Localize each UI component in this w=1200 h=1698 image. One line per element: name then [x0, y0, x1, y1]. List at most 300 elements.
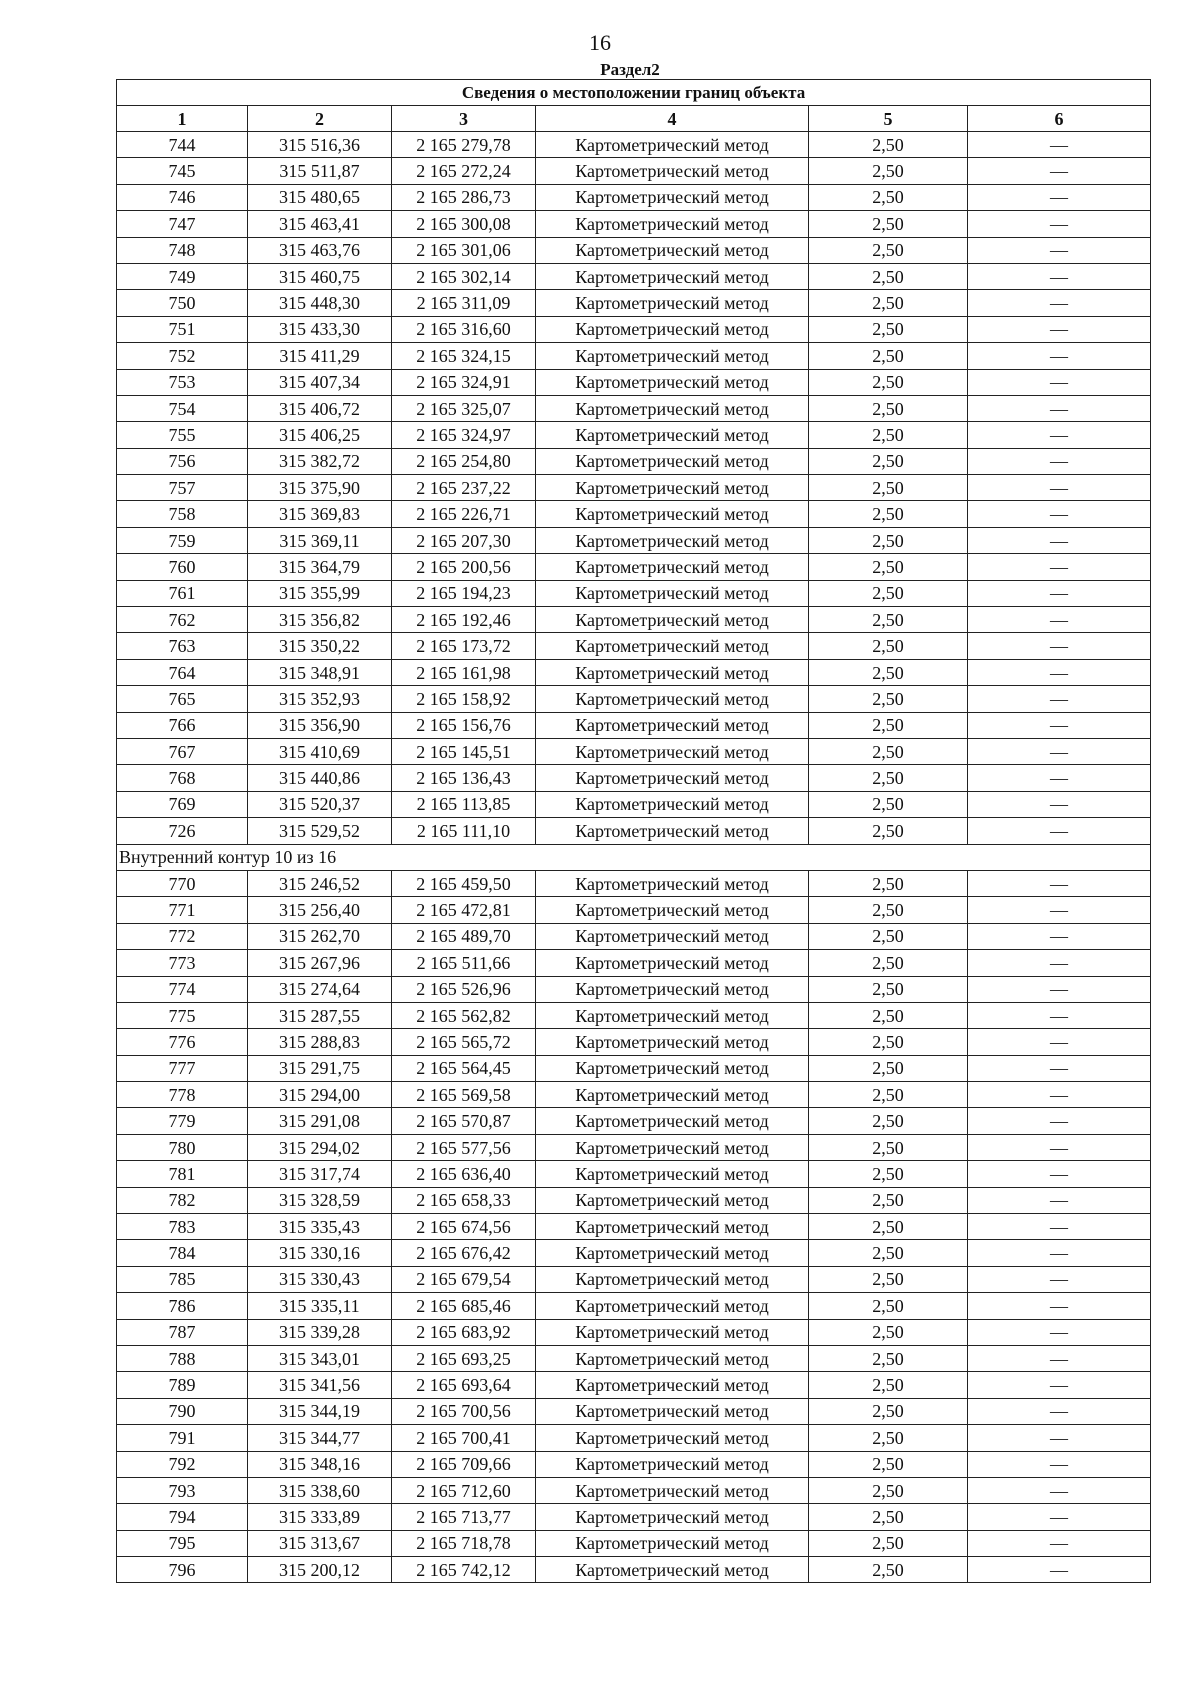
contour-row [117, 844, 1151, 870]
description-cell: — [968, 1319, 1151, 1345]
y-coordinate-cell: 2 165 577,56 [392, 1134, 536, 1160]
method-cell: Картометрический метод [536, 659, 809, 685]
contour-label: Внутренний контур 10 из 16 [117, 844, 1151, 870]
method-cell: Картометрический метод [536, 158, 809, 184]
accuracy-cell: 2,50 [809, 343, 968, 369]
table-row [117, 1319, 1151, 1345]
description-cell: — [968, 1161, 1151, 1187]
table-title-row [117, 80, 1151, 106]
description-cell: — [968, 1477, 1151, 1503]
column-header: 4 [536, 106, 809, 132]
y-coordinate-cell: 2 165 679,54 [392, 1266, 536, 1292]
y-coordinate-cell: 2 165 300,08 [392, 211, 536, 237]
x-coordinate-cell: 315 369,83 [248, 501, 392, 527]
y-coordinate-cell: 2 165 562,82 [392, 1002, 536, 1028]
point-number-cell: 749 [117, 263, 248, 289]
y-coordinate-cell: 2 165 526,96 [392, 976, 536, 1002]
y-coordinate-cell: 2 165 570,87 [392, 1108, 536, 1134]
point-number-cell: 747 [117, 211, 248, 237]
method-cell: Картометрический метод [536, 316, 809, 342]
table-row [117, 1187, 1151, 1213]
point-number-cell: 748 [117, 237, 248, 263]
x-coordinate-cell: 315 344,77 [248, 1425, 392, 1451]
description-cell: — [968, 1451, 1151, 1477]
accuracy-cell: 2,50 [809, 554, 968, 580]
point-number-cell: 726 [117, 818, 248, 844]
table-row [117, 1134, 1151, 1160]
accuracy-cell: 2,50 [809, 527, 968, 553]
table-row [117, 1398, 1151, 1424]
point-number-cell: 785 [117, 1266, 248, 1292]
table-row [117, 237, 1151, 263]
x-coordinate-cell: 315 200,12 [248, 1557, 392, 1583]
x-coordinate-cell: 315 382,72 [248, 448, 392, 474]
point-number-cell: 775 [117, 1002, 248, 1028]
point-number-cell: 776 [117, 1029, 248, 1055]
point-number-cell: 752 [117, 343, 248, 369]
y-coordinate-cell: 2 165 113,85 [392, 791, 536, 817]
accuracy-cell: 2,50 [809, 897, 968, 923]
description-cell: — [968, 765, 1151, 791]
accuracy-cell: 2,50 [809, 158, 968, 184]
y-coordinate-cell: 2 165 718,78 [392, 1530, 536, 1556]
description-cell: — [968, 158, 1151, 184]
x-coordinate-cell: 315 369,11 [248, 527, 392, 553]
x-coordinate-cell: 315 520,37 [248, 791, 392, 817]
accuracy-cell: 2,50 [809, 950, 968, 976]
method-cell: Картометрический метод [536, 1345, 809, 1371]
description-cell: — [968, 343, 1151, 369]
y-coordinate-cell: 2 165 324,91 [392, 369, 536, 395]
description-cell: — [968, 1504, 1151, 1530]
y-coordinate-cell: 2 165 161,98 [392, 659, 536, 685]
method-cell: Картометрический метод [536, 448, 809, 474]
y-coordinate-cell: 2 165 325,07 [392, 395, 536, 421]
description-cell: — [968, 897, 1151, 923]
accuracy-cell: 2,50 [809, 237, 968, 263]
y-coordinate-cell: 2 165 324,97 [392, 422, 536, 448]
table-row [117, 184, 1151, 210]
method-cell: Картометрический метод [536, 501, 809, 527]
method-cell: Картометрический метод [536, 818, 809, 844]
description-cell: — [968, 1082, 1151, 1108]
point-number-cell: 784 [117, 1240, 248, 1266]
point-number-cell: 787 [117, 1319, 248, 1345]
table-row [117, 765, 1151, 791]
table-row [117, 1425, 1151, 1451]
x-coordinate-cell: 315 333,89 [248, 1504, 392, 1530]
x-coordinate-cell: 315 262,70 [248, 923, 392, 949]
table-row [117, 712, 1151, 738]
description-cell: — [968, 501, 1151, 527]
point-number-cell: 770 [117, 870, 248, 896]
x-coordinate-cell: 315 440,86 [248, 765, 392, 791]
point-number-cell: 773 [117, 950, 248, 976]
y-coordinate-cell: 2 165 742,12 [392, 1557, 536, 1583]
x-coordinate-cell: 315 348,91 [248, 659, 392, 685]
point-number-cell: 754 [117, 395, 248, 421]
description-cell: — [968, 976, 1151, 1002]
y-coordinate-cell: 2 165 302,14 [392, 263, 536, 289]
point-number-cell: 765 [117, 686, 248, 712]
table-row [117, 527, 1151, 553]
x-coordinate-cell: 315 317,74 [248, 1161, 392, 1187]
table-row [117, 1055, 1151, 1081]
y-coordinate-cell: 2 165 693,64 [392, 1372, 536, 1398]
method-cell: Картометрический метод [536, 237, 809, 263]
description-cell: — [968, 1398, 1151, 1424]
accuracy-cell: 2,50 [809, 765, 968, 791]
y-coordinate-cell: 2 165 192,46 [392, 607, 536, 633]
accuracy-cell: 2,50 [809, 1530, 968, 1556]
y-coordinate-cell: 2 165 700,41 [392, 1425, 536, 1451]
accuracy-cell: 2,50 [809, 1161, 968, 1187]
table-body [117, 132, 1151, 1583]
x-coordinate-cell: 315 294,00 [248, 1082, 392, 1108]
page-number: 16 [589, 30, 611, 55]
section-title: Раздел2 [600, 60, 660, 79]
accuracy-cell: 2,50 [809, 369, 968, 395]
description-cell: — [968, 870, 1151, 896]
method-cell: Картометрический метод [536, 1398, 809, 1424]
point-number-cell: 767 [117, 738, 248, 764]
x-coordinate-cell: 315 433,30 [248, 316, 392, 342]
method-cell: Картометрический метод [536, 580, 809, 606]
y-coordinate-cell: 2 165 145,51 [392, 738, 536, 764]
x-coordinate-cell: 315 406,25 [248, 422, 392, 448]
table-row [117, 738, 1151, 764]
table-row [117, 1029, 1151, 1055]
method-cell: Картометрический метод [536, 1266, 809, 1292]
method-cell: Картометрический метод [536, 1002, 809, 1028]
method-cell: Картометрический метод [536, 1134, 809, 1160]
description-cell: — [968, 1055, 1151, 1081]
point-number-cell: 781 [117, 1161, 248, 1187]
point-number-cell: 758 [117, 501, 248, 527]
method-cell: Картометрический метод [536, 950, 809, 976]
method-cell: Картометрический метод [536, 686, 809, 712]
table-row [117, 316, 1151, 342]
y-coordinate-cell: 2 165 674,56 [392, 1214, 536, 1240]
accuracy-cell: 2,50 [809, 395, 968, 421]
y-coordinate-cell: 2 165 693,25 [392, 1345, 536, 1371]
y-coordinate-cell: 2 165 272,24 [392, 158, 536, 184]
x-coordinate-cell: 315 511,87 [248, 158, 392, 184]
point-number-cell: 762 [117, 607, 248, 633]
method-cell: Картометрический метод [536, 897, 809, 923]
table-row [117, 369, 1151, 395]
y-coordinate-cell: 2 165 286,73 [392, 184, 536, 210]
description-cell: — [968, 1134, 1151, 1160]
table-row [117, 1530, 1151, 1556]
table-title: Сведения о местоположении границ объекта [117, 80, 1151, 106]
description-cell: — [968, 950, 1151, 976]
point-number-cell: 771 [117, 897, 248, 923]
description-cell: — [968, 448, 1151, 474]
method-cell: Картометрический метод [536, 1055, 809, 1081]
method-cell: Картометрический метод [536, 1425, 809, 1451]
x-coordinate-cell: 315 339,28 [248, 1319, 392, 1345]
table-row [117, 607, 1151, 633]
description-cell: — [968, 395, 1151, 421]
x-coordinate-cell: 315 343,01 [248, 1345, 392, 1371]
x-coordinate-cell: 315 350,22 [248, 633, 392, 659]
table-row [117, 501, 1151, 527]
table-row [117, 290, 1151, 316]
description-cell: — [968, 1029, 1151, 1055]
table-row [117, 395, 1151, 421]
column-header-row [117, 106, 1151, 132]
accuracy-cell: 2,50 [809, 607, 968, 633]
description-cell: — [968, 1266, 1151, 1292]
accuracy-cell: 2,50 [809, 1029, 968, 1055]
x-coordinate-cell: 315 287,55 [248, 1002, 392, 1028]
accuracy-cell: 2,50 [809, 1504, 968, 1530]
description-cell: — [968, 475, 1151, 501]
y-coordinate-cell: 2 165 173,72 [392, 633, 536, 659]
point-number-cell: 757 [117, 475, 248, 501]
method-cell: Картометрический метод [536, 1082, 809, 1108]
point-number-cell: 786 [117, 1293, 248, 1319]
description-cell: — [968, 738, 1151, 764]
table-row [117, 976, 1151, 1002]
x-coordinate-cell: 315 348,16 [248, 1451, 392, 1477]
accuracy-cell: 2,50 [809, 1134, 968, 1160]
method-cell: Картометрический метод [536, 554, 809, 580]
accuracy-cell: 2,50 [809, 1319, 968, 1345]
point-number-cell: 759 [117, 527, 248, 553]
x-coordinate-cell: 315 355,99 [248, 580, 392, 606]
y-coordinate-cell: 2 165 301,06 [392, 237, 536, 263]
accuracy-cell: 2,50 [809, 923, 968, 949]
table-row [117, 1214, 1151, 1240]
x-coordinate-cell: 315 375,90 [248, 475, 392, 501]
x-coordinate-cell: 315 246,52 [248, 870, 392, 896]
method-cell: Картометрический метод [536, 369, 809, 395]
point-number-cell: 763 [117, 633, 248, 659]
x-coordinate-cell: 315 330,43 [248, 1266, 392, 1292]
accuracy-cell: 2,50 [809, 1055, 968, 1081]
method-cell: Картометрический метод [536, 395, 809, 421]
x-coordinate-cell: 315 256,40 [248, 897, 392, 923]
method-cell: Картометрический метод [536, 765, 809, 791]
description-cell: — [968, 1530, 1151, 1556]
x-coordinate-cell: 315 330,16 [248, 1240, 392, 1266]
y-coordinate-cell: 2 165 194,23 [392, 580, 536, 606]
column-header: 2 [248, 106, 392, 132]
description-cell: — [968, 290, 1151, 316]
method-cell: Картометрический метод [536, 184, 809, 210]
y-coordinate-cell: 2 165 226,71 [392, 501, 536, 527]
point-number-cell: 780 [117, 1134, 248, 1160]
description-cell: — [968, 422, 1151, 448]
method-cell: Картометрический метод [536, 870, 809, 896]
description-cell: — [968, 633, 1151, 659]
y-coordinate-cell: 2 165 200,56 [392, 554, 536, 580]
description-cell: — [968, 369, 1151, 395]
accuracy-cell: 2,50 [809, 263, 968, 289]
method-cell: Картометрический метод [536, 475, 809, 501]
point-number-cell: 790 [117, 1398, 248, 1424]
point-number-cell: 783 [117, 1214, 248, 1240]
description-cell: — [968, 1108, 1151, 1134]
table-row [117, 1477, 1151, 1503]
y-coordinate-cell: 2 165 700,56 [392, 1398, 536, 1424]
accuracy-cell: 2,50 [809, 1108, 968, 1134]
description-cell: — [968, 1293, 1151, 1319]
table-row [117, 158, 1151, 184]
description-cell: — [968, 1557, 1151, 1583]
point-number-cell: 766 [117, 712, 248, 738]
accuracy-cell: 2,50 [809, 791, 968, 817]
description-cell: — [968, 580, 1151, 606]
x-coordinate-cell: 315 267,96 [248, 950, 392, 976]
description-cell: — [968, 554, 1151, 580]
point-number-cell: 795 [117, 1530, 248, 1556]
table-row [117, 1161, 1151, 1187]
accuracy-cell: 2,50 [809, 633, 968, 659]
x-coordinate-cell: 315 335,43 [248, 1214, 392, 1240]
accuracy-cell: 2,50 [809, 1266, 968, 1292]
accuracy-cell: 2,50 [809, 211, 968, 237]
method-cell: Картометрический метод [536, 527, 809, 553]
point-number-cell: 789 [117, 1372, 248, 1398]
method-cell: Картометрический метод [536, 132, 809, 158]
x-coordinate-cell: 315 463,41 [248, 211, 392, 237]
point-number-cell: 788 [117, 1345, 248, 1371]
x-coordinate-cell: 315 406,72 [248, 395, 392, 421]
method-cell: Картометрический метод [536, 1451, 809, 1477]
accuracy-cell: 2,50 [809, 184, 968, 210]
y-coordinate-cell: 2 165 685,46 [392, 1293, 536, 1319]
table-row [117, 791, 1151, 817]
table-row [117, 1240, 1151, 1266]
description-cell: — [968, 1214, 1151, 1240]
x-coordinate-cell: 315 352,93 [248, 686, 392, 712]
table-row [117, 343, 1151, 369]
method-cell: Картометрический метод [536, 1161, 809, 1187]
x-coordinate-cell: 315 407,34 [248, 369, 392, 395]
point-number-cell: 755 [117, 422, 248, 448]
table-row [117, 1345, 1151, 1371]
description-cell: — [968, 712, 1151, 738]
description-cell: — [968, 686, 1151, 712]
x-coordinate-cell: 315 341,56 [248, 1372, 392, 1398]
description-cell: — [968, 923, 1151, 949]
x-coordinate-cell: 315 288,83 [248, 1029, 392, 1055]
method-cell: Картометрический метод [536, 422, 809, 448]
point-number-cell: 794 [117, 1504, 248, 1530]
table-row [117, 1451, 1151, 1477]
column-header: 6 [968, 106, 1151, 132]
method-cell: Картометрический метод [536, 1530, 809, 1556]
method-cell: Картометрический метод [536, 1214, 809, 1240]
description-cell: — [968, 659, 1151, 685]
y-coordinate-cell: 2 165 207,30 [392, 527, 536, 553]
x-coordinate-cell: 315 313,67 [248, 1530, 392, 1556]
table-row [117, 475, 1151, 501]
table-row [117, 633, 1151, 659]
table-row [117, 923, 1151, 949]
description-cell: — [968, 184, 1151, 210]
y-coordinate-cell: 2 165 636,40 [392, 1161, 536, 1187]
y-coordinate-cell: 2 165 279,78 [392, 132, 536, 158]
method-cell: Картометрический метод [536, 1108, 809, 1134]
accuracy-cell: 2,50 [809, 1240, 968, 1266]
point-number-cell: 751 [117, 316, 248, 342]
y-coordinate-cell: 2 165 676,42 [392, 1240, 536, 1266]
table-row [117, 211, 1151, 237]
accuracy-cell: 2,50 [809, 1557, 968, 1583]
description-cell: — [968, 1372, 1151, 1398]
column-header: 3 [392, 106, 536, 132]
description-cell: — [968, 132, 1151, 158]
method-cell: Картометрический метод [536, 712, 809, 738]
accuracy-cell: 2,50 [809, 1477, 968, 1503]
point-number-cell: 779 [117, 1108, 248, 1134]
point-number-cell: 796 [117, 1557, 248, 1583]
y-coordinate-cell: 2 165 564,45 [392, 1055, 536, 1081]
y-coordinate-cell: 2 165 158,92 [392, 686, 536, 712]
x-coordinate-cell: 315 448,30 [248, 290, 392, 316]
accuracy-cell: 2,50 [809, 132, 968, 158]
x-coordinate-cell: 315 294,02 [248, 1134, 392, 1160]
description-cell: — [968, 1345, 1151, 1371]
accuracy-cell: 2,50 [809, 818, 968, 844]
description-cell: — [968, 211, 1151, 237]
x-coordinate-cell: 315 344,19 [248, 1398, 392, 1424]
y-coordinate-cell: 2 165 489,70 [392, 923, 536, 949]
x-coordinate-cell: 315 463,76 [248, 237, 392, 263]
point-number-cell: 793 [117, 1477, 248, 1503]
y-coordinate-cell: 2 165 683,92 [392, 1319, 536, 1345]
accuracy-cell: 2,50 [809, 1398, 968, 1424]
method-cell: Картометрический метод [536, 1240, 809, 1266]
y-coordinate-cell: 2 165 316,60 [392, 316, 536, 342]
x-coordinate-cell: 315 480,65 [248, 184, 392, 210]
method-cell: Картометрический метод [536, 1319, 809, 1345]
point-number-cell: 791 [117, 1425, 248, 1451]
method-cell: Картометрический метод [536, 923, 809, 949]
method-cell: Картометрический метод [536, 791, 809, 817]
table-row [117, 1372, 1151, 1398]
point-number-cell: 750 [117, 290, 248, 316]
x-coordinate-cell: 315 529,52 [248, 818, 392, 844]
x-coordinate-cell: 315 328,59 [248, 1187, 392, 1213]
accuracy-cell: 2,50 [809, 422, 968, 448]
accuracy-cell: 2,50 [809, 659, 968, 685]
accuracy-cell: 2,50 [809, 1293, 968, 1319]
description-cell: — [968, 1187, 1151, 1213]
y-coordinate-cell: 2 165 511,66 [392, 950, 536, 976]
x-coordinate-cell: 315 411,29 [248, 343, 392, 369]
description-cell: — [968, 263, 1151, 289]
point-number-cell: 761 [117, 580, 248, 606]
table-row [117, 1002, 1151, 1028]
y-coordinate-cell: 2 165 156,76 [392, 712, 536, 738]
accuracy-cell: 2,50 [809, 1082, 968, 1108]
point-number-cell: 753 [117, 369, 248, 395]
x-coordinate-cell: 315 338,60 [248, 1477, 392, 1503]
accuracy-cell: 2,50 [809, 870, 968, 896]
point-number-cell: 744 [117, 132, 248, 158]
y-coordinate-cell: 2 165 565,72 [392, 1029, 536, 1055]
y-coordinate-cell: 2 165 713,77 [392, 1504, 536, 1530]
x-coordinate-cell: 315 335,11 [248, 1293, 392, 1319]
y-coordinate-cell: 2 165 324,15 [392, 343, 536, 369]
y-coordinate-cell: 2 165 237,22 [392, 475, 536, 501]
description-cell: — [968, 237, 1151, 263]
